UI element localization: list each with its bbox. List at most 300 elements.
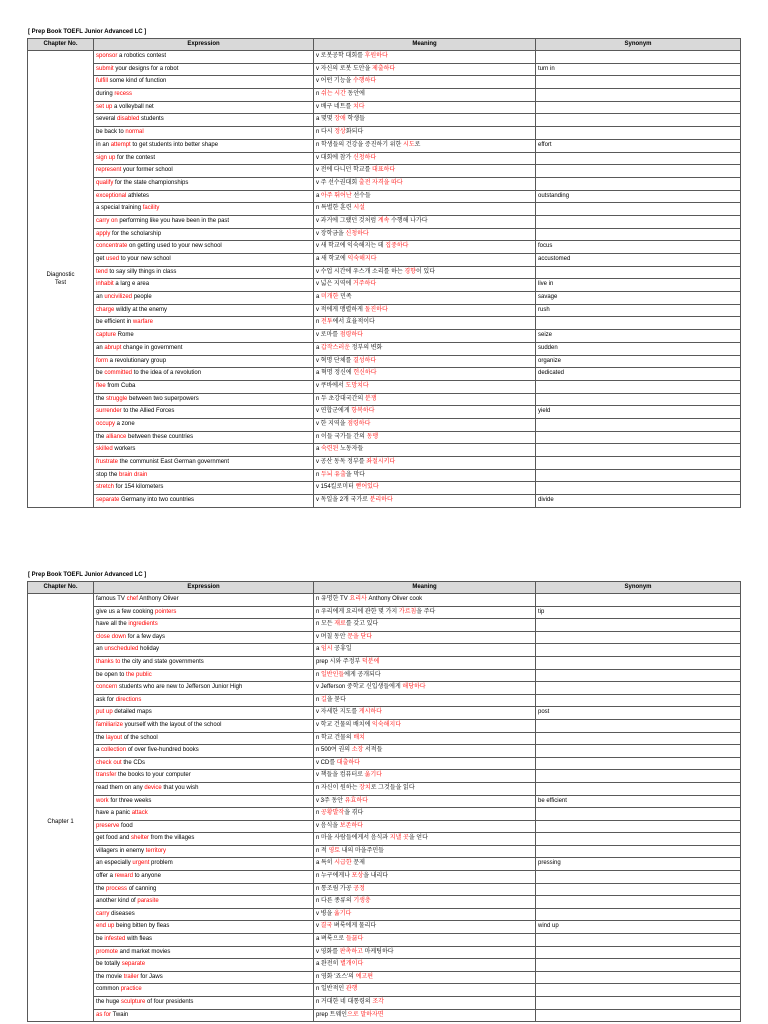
table-header	[28, 582, 741, 594]
meaning-cell	[314, 594, 536, 607]
keyword-highlight: 시급한	[334, 860, 352, 867]
synonym-cell	[536, 419, 741, 432]
expression-cell	[94, 947, 314, 960]
expression-text: give us a few cooking	[96, 608, 156, 615]
synonym-cell	[536, 821, 741, 834]
meaning-text: 을 주다	[416, 608, 436, 615]
meaning-text: prep 트웨인	[316, 1011, 348, 1018]
synonym-text: tip	[538, 608, 545, 615]
meaning-text: v 독일을 2개 국가로	[316, 497, 370, 504]
expression-cell	[94, 695, 314, 708]
table-row	[94, 921, 741, 934]
expression-text: an	[96, 294, 105, 301]
table-row	[94, 758, 741, 771]
keyword-highlight: 일반인들	[321, 671, 345, 678]
synonym-cell	[536, 305, 741, 318]
synonym-cell	[536, 858, 741, 871]
keyword-highlight: 치다	[352, 103, 365, 110]
keyword-highlight: committed	[104, 370, 133, 377]
synonym-cell	[536, 495, 741, 508]
keyword-highlight: 뻗어있다	[355, 484, 379, 491]
expression-text: another kind of	[96, 898, 138, 905]
expression-text: have all the	[96, 621, 129, 628]
expression-cell	[94, 102, 314, 115]
keyword-highlight: skilled	[96, 446, 113, 453]
meaning-cell	[314, 482, 536, 495]
keyword-highlight: promote	[96, 948, 119, 955]
meaning-text: v 3주 동안	[316, 797, 345, 804]
expression-text: athletes	[126, 192, 150, 199]
table-row	[94, 884, 741, 897]
meaning-text: 내의 마을주민들	[340, 847, 384, 854]
meaning-text: a 새 학교에	[316, 256, 348, 262]
synonym-cell	[536, 808, 741, 821]
keyword-highlight: 헌신하다	[353, 370, 377, 377]
expression-cell	[94, 216, 314, 229]
table-row	[94, 343, 741, 356]
table-row	[94, 821, 741, 834]
expression-text: food	[119, 822, 133, 829]
keyword-highlight: form	[96, 357, 108, 364]
meaning-cell	[314, 432, 536, 445]
keyword-highlight: recess	[114, 91, 133, 98]
keyword-highlight: thanks to	[96, 658, 121, 665]
synonym-cell	[536, 229, 741, 242]
expression-cell	[94, 254, 314, 267]
expression-text: common	[96, 986, 121, 993]
synonym-cell	[536, 114, 741, 127]
header-expression: Expression	[94, 39, 314, 51]
synonym-cell	[536, 330, 741, 343]
table-row	[94, 153, 741, 166]
meaning-cell	[314, 846, 536, 859]
synonym-cell	[536, 783, 741, 796]
keyword-highlight: apply	[96, 230, 111, 237]
expression-text: villagers in enemy	[96, 847, 146, 854]
expression-cell	[94, 909, 314, 922]
keyword-highlight: alliance	[106, 433, 127, 440]
meaning-text: v 책들을 컴퓨터로	[316, 772, 365, 779]
expression-text: Germany into two countries	[119, 497, 195, 504]
table-row	[94, 127, 741, 140]
keyword-highlight: 거주하다	[352, 281, 377, 288]
keyword-highlight: 익숙해지다	[347, 256, 377, 262]
synonym-cell	[536, 254, 741, 267]
expression-cell	[94, 733, 314, 746]
header-synonym: Synonym	[536, 39, 741, 51]
keyword-highlight: check out	[96, 759, 122, 766]
meaning-text: 이 있다	[415, 268, 436, 275]
meaning-text: v 며칠 동안	[316, 633, 348, 640]
expression-text: to say silly things in class	[107, 268, 177, 275]
meaning-text: a	[316, 446, 322, 453]
keyword-highlight: charge	[96, 306, 115, 313]
meaning-text: 을 내리다	[363, 873, 389, 880]
synonym-text: rush	[538, 306, 550, 313]
meaning-cell	[314, 368, 536, 381]
keyword-highlight: concern	[96, 684, 118, 691]
expression-text: in an	[96, 141, 111, 148]
expression-text: the city and state governments	[120, 658, 204, 665]
expression-cell	[94, 758, 314, 771]
table-row	[94, 947, 741, 960]
table-row	[94, 305, 741, 318]
meaning-text: v 음식을	[316, 822, 340, 829]
meaning-text: 을 얻다	[408, 835, 428, 842]
expression-text: Twain	[111, 1011, 129, 1018]
keyword-highlight: normal	[125, 129, 144, 136]
meaning-cell	[314, 292, 536, 305]
keyword-highlight: 지낼 곳	[389, 835, 409, 842]
synonym-cell	[536, 934, 741, 947]
keyword-highlight: 시도	[403, 141, 415, 148]
keyword-highlight: layout	[106, 734, 123, 741]
table-row	[94, 846, 741, 859]
expression-cell	[94, 64, 314, 77]
keyword-highlight: attempt	[110, 141, 131, 148]
expression-cell	[94, 682, 314, 695]
synonym-cell	[536, 343, 741, 356]
expression-cell	[94, 833, 314, 846]
meaning-cell	[314, 279, 536, 292]
expression-text: the huge	[96, 999, 122, 1005]
expression-text: be open to	[96, 671, 127, 678]
meaning-cell	[314, 607, 536, 620]
table-row	[94, 191, 741, 204]
expression-cell	[94, 406, 314, 419]
table-row	[94, 871, 741, 884]
expression-text: from the villages	[149, 835, 195, 842]
meaning-text: n 통조림 가공	[316, 885, 354, 892]
keyword-highlight: 전투	[321, 319, 333, 326]
synonym-cell	[536, 833, 741, 846]
vocab-rows-0	[94, 51, 741, 508]
expression-text: the	[96, 734, 107, 741]
meaning-text: a	[316, 294, 322, 301]
expression-cell	[94, 419, 314, 432]
table-row	[94, 51, 741, 64]
meaning-cell	[314, 89, 536, 102]
expression-cell	[94, 343, 314, 356]
synonym-text: outstanding	[538, 192, 570, 199]
synonym-cell	[536, 670, 741, 683]
expression-text: diseases	[109, 910, 135, 917]
meaning-cell	[314, 165, 536, 178]
expression-text: to your new school	[119, 256, 171, 262]
keyword-highlight: 별개이다	[340, 961, 364, 968]
meaning-text: 을 겪다	[344, 810, 364, 817]
meaning-text: a 몇몇	[316, 116, 335, 123]
keyword-highlight: end up	[96, 923, 115, 930]
table-header	[28, 39, 741, 51]
meaning-cell	[314, 127, 536, 140]
synonym-cell	[536, 733, 741, 746]
meaning-text: 로 그것들을 읽다	[370, 784, 415, 791]
keyword-highlight: disabled	[117, 116, 140, 123]
expression-cell	[94, 594, 314, 607]
expression-cell	[94, 808, 314, 821]
table-row	[94, 292, 741, 305]
table-row	[94, 165, 741, 178]
expression-text: offer a	[96, 873, 115, 880]
keyword-highlight: struggle	[106, 395, 128, 402]
keyword-highlight: 정상	[334, 129, 346, 136]
synonym-cell	[536, 356, 741, 369]
keyword-highlight: separate	[121, 961, 146, 968]
keyword-highlight: 시설	[353, 205, 365, 212]
keyword-highlight: chef	[126, 596, 138, 602]
keyword-highlight: pointers	[155, 608, 177, 615]
keyword-highlight: territory	[145, 847, 167, 854]
meaning-cell	[314, 394, 536, 407]
table-row	[94, 720, 741, 733]
keyword-highlight: directions	[115, 696, 142, 703]
meaning-text: 노동자들	[338, 446, 364, 453]
expression-text: have a panic	[96, 810, 132, 817]
expression-text: to anyone	[132, 873, 161, 880]
table-row	[94, 997, 741, 1010]
table-row	[94, 670, 741, 683]
meaning-cell	[314, 140, 536, 153]
meaning-text: 마케팅하다	[362, 948, 394, 955]
keyword-highlight: 포상	[351, 873, 364, 880]
synonym-cell	[536, 241, 741, 254]
synonym-text: pressing	[538, 860, 561, 867]
synonym-cell	[536, 457, 741, 470]
synonym-cell	[536, 140, 741, 153]
expression-cell	[94, 972, 314, 985]
meaning-cell	[314, 153, 536, 166]
meaning-text: 에서 효율적이다	[332, 319, 375, 326]
keyword-highlight: 후원하다	[364, 53, 388, 59]
meaning-cell	[314, 682, 536, 695]
expression-cell	[94, 495, 314, 508]
meaning-text: 문제	[351, 860, 365, 867]
meaning-cell	[314, 114, 536, 127]
table-row	[94, 934, 741, 947]
table-row	[94, 368, 741, 381]
expression-cell	[94, 394, 314, 407]
synonym-cell	[536, 720, 741, 733]
synonym-text: yield	[538, 408, 551, 415]
expression-cell	[94, 858, 314, 871]
table-row	[94, 482, 741, 495]
keyword-highlight: uncivilized	[104, 294, 133, 301]
vocab-section-chapter-1	[27, 570, 741, 1022]
table-row	[94, 254, 741, 267]
keyword-highlight: trailer	[123, 973, 139, 980]
meaning-cell	[314, 203, 536, 216]
expression-text: be efficient in	[96, 319, 133, 326]
vocab-table	[27, 38, 741, 508]
meaning-cell	[314, 871, 536, 884]
expression-text: the	[96, 433, 107, 440]
expression-text: detailed maps	[112, 709, 152, 716]
synonym-text: dedicated	[538, 370, 565, 377]
expression-cell	[94, 657, 314, 670]
keyword-highlight: 출전 자격을 따다	[358, 179, 403, 186]
meaning-text: v 한 지역을	[316, 420, 348, 427]
expression-text: from Cuba	[105, 382, 136, 389]
synonym-cell	[536, 267, 741, 280]
table-body	[28, 51, 741, 508]
meaning-cell	[314, 229, 536, 242]
synonym-cell	[536, 482, 741, 495]
meaning-text: v 배구 네트를	[316, 103, 353, 110]
chapter-cell	[28, 51, 94, 508]
synonym-cell	[536, 394, 741, 407]
expression-cell	[94, 267, 314, 280]
synonym-text: effort	[538, 141, 552, 148]
expression-text: of canning	[127, 885, 157, 892]
meaning-cell	[314, 191, 536, 204]
meaning-cell	[314, 406, 536, 419]
keyword-highlight: 점령하다	[339, 332, 363, 339]
meaning-text: v 혁명 단체를	[316, 357, 353, 364]
expression-cell	[94, 241, 314, 254]
meaning-cell	[314, 419, 536, 432]
synonym-cell	[536, 619, 741, 632]
expression-text: an	[96, 344, 105, 351]
keyword-highlight: occupy	[96, 420, 116, 427]
keyword-highlight: 덕분에	[362, 658, 380, 665]
keyword-highlight: 제출하다	[372, 65, 396, 72]
keyword-highlight: 유효하다	[344, 797, 368, 804]
meaning-cell	[314, 619, 536, 632]
meaning-cell	[314, 972, 536, 985]
expression-cell	[94, 770, 314, 783]
keyword-highlight: represent	[96, 167, 122, 174]
meaning-text: v 영화를	[316, 948, 340, 955]
book-title: [ Prep Book TOEFL Junior Advanced LC ]	[28, 572, 147, 578]
meaning-cell	[314, 356, 536, 369]
keyword-highlight: familiarize	[96, 721, 124, 728]
meaning-text: n 학생들의 건강을 증진하기 위한	[316, 141, 404, 148]
meaning-text: v 과거에 그랬던 것처럼	[316, 217, 378, 224]
expression-text: holiday	[138, 646, 160, 653]
synonym-text: savage	[538, 294, 558, 301]
synonym-cell	[536, 921, 741, 934]
expression-cell	[94, 796, 314, 809]
expression-text: get food and	[96, 835, 132, 842]
expression-cell	[94, 191, 314, 204]
expression-cell	[94, 444, 314, 457]
synonym-text: accustomed	[538, 256, 571, 262]
keyword-highlight: put up	[96, 709, 113, 716]
synonym-cell	[536, 796, 741, 809]
keyword-highlight: 두뇌 유출	[321, 471, 346, 478]
expression-cell	[94, 457, 314, 470]
expression-text: be	[96, 936, 105, 943]
synonym-cell	[536, 947, 741, 960]
expression-text: for the scholarship	[110, 230, 162, 237]
meaning-cell	[314, 833, 536, 846]
keyword-highlight: 경향	[404, 268, 416, 275]
chapter-label: Diagnostic Test	[46, 271, 75, 286]
meaning-cell	[314, 267, 536, 280]
table-row	[94, 972, 741, 985]
keyword-highlight: 배치	[353, 734, 365, 741]
table-row	[94, 457, 741, 470]
keyword-highlight: as for	[96, 1011, 112, 1018]
meaning-cell	[314, 783, 536, 796]
header-synonym: Synonym	[536, 582, 741, 594]
synonym-cell	[536, 984, 741, 997]
keyword-highlight: 계속	[377, 217, 390, 224]
keyword-highlight: fulfill	[96, 78, 109, 85]
meaning-text: v 154킬로미터	[316, 484, 356, 491]
meaning-cell	[314, 495, 536, 508]
keyword-highlight: 해당하다	[402, 684, 426, 691]
expression-cell	[94, 644, 314, 657]
keyword-highlight: 임시	[321, 646, 333, 653]
expression-text: stop the	[96, 471, 120, 478]
keyword-highlight: parasite	[137, 898, 159, 905]
synonym-cell	[536, 165, 741, 178]
expression-cell	[94, 670, 314, 683]
expression-text: Rome	[116, 332, 134, 339]
expression-text: students who are new to Jefferson Junior High	[117, 684, 243, 691]
keyword-highlight: 미개한	[321, 294, 339, 301]
keyword-highlight: tend	[96, 268, 108, 275]
synonym-cell	[536, 76, 741, 89]
expression-cell	[94, 51, 314, 64]
keyword-highlight: concentrate	[96, 243, 128, 250]
meaning-cell	[314, 909, 536, 922]
keyword-highlight: capture	[96, 332, 117, 339]
keyword-highlight: device	[144, 784, 162, 791]
synonym-cell	[536, 444, 741, 457]
synonym-cell	[536, 871, 741, 884]
expression-cell	[94, 632, 314, 645]
expression-text: with fleas	[125, 936, 153, 943]
expression-cell	[94, 381, 314, 394]
table-row	[94, 140, 741, 153]
keyword-highlight: 항복하다	[351, 408, 375, 415]
meaning-text: v 로마를	[316, 332, 340, 339]
expression-cell	[94, 368, 314, 381]
synonym-cell	[536, 695, 741, 708]
keyword-highlight: brain drain	[119, 471, 148, 478]
expression-text: the movie	[96, 973, 124, 980]
meaning-text: v 적에게 맹렬하게	[316, 306, 365, 313]
synonym-cell	[536, 846, 741, 859]
keyword-highlight: the public	[126, 671, 152, 678]
meaning-text: v	[316, 923, 321, 930]
table-row	[94, 381, 741, 394]
table-row	[94, 783, 741, 796]
table-row	[94, 279, 741, 292]
expression-cell	[94, 482, 314, 495]
table-row	[94, 896, 741, 909]
table-row	[94, 216, 741, 229]
meaning-text: n 우리에게 요리에 관한 몇 가지	[316, 608, 399, 615]
meaning-text: 로	[414, 141, 421, 148]
keyword-highlight: 분리하다	[369, 497, 393, 504]
keyword-highlight: 소장	[351, 747, 364, 754]
synonym-cell	[536, 909, 741, 922]
meaning-cell	[314, 632, 536, 645]
meaning-cell	[314, 657, 536, 670]
synonym-cell	[536, 381, 741, 394]
synonym-text: post	[538, 709, 550, 716]
keyword-highlight: work	[96, 797, 109, 804]
meaning-text: v 공산 동독 정부를	[316, 459, 367, 465]
expression-text: that you wish	[161, 784, 199, 791]
expression-cell	[94, 317, 314, 330]
table-row	[94, 330, 741, 343]
meaning-text: 민족	[338, 294, 352, 301]
